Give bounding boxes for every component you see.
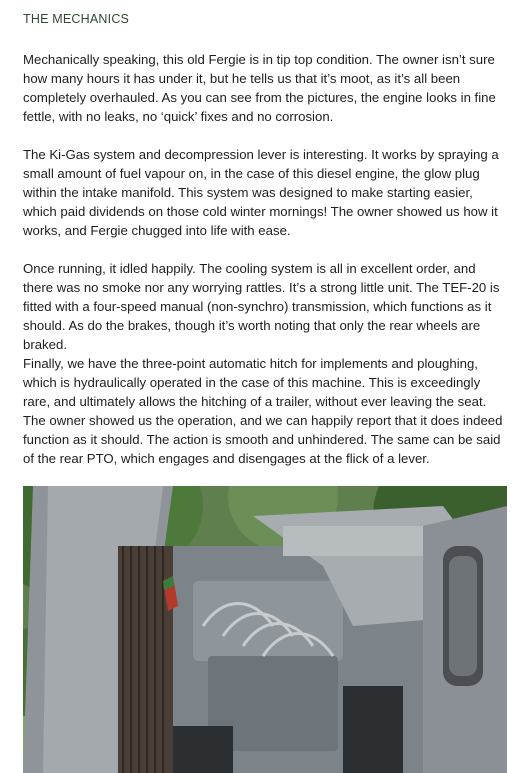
tractor-engine-photo [23,486,507,773]
paragraph-3: Once running, it idled happily. The cooling system is all in excellent order, and there was no smoke nor any worrying rattles. It’s a strong little unit. The TEF-20 is fitted with a four-speed manual (non-synchro) transmission, which functions as it should. As do the brakes, though it’s worth noting that only the rear wheels are braked. [23,261,500,352]
paragraph-4: Finally, we have the three-point automatic hitch for implements and ploughing, which is hydraulically operated in the case of this machine. This is exceedingly rare, and ultimately allows the hitching of a trailer, without ever leaving the seat. The owner showed us the operation, and we can happily report that it does indeed function as it should. The action is smooth and unhindered. The same can be said of the rear PTO, which engages and disengages at the flick of a lever. [23,356,503,466]
section-heading: THE MECHANICS [23,12,130,26]
paragraph-2: The Ki-Gas system and decompression lever is interesting. It works by spraying a small amount of fuel vapour on, in the case of this diesel engine, the glow plug within the intake manifold. This system was designed to make starting easier, which paid dividends on those cold winter mornings! The owner showed us how it works, and Fergie chugged into life with ease. [23,147,499,238]
paragraph-1: Mechanically speaking, this old Fergie is in tip top condition. The owner isn’t sure how many hours it has under it, but he tells us that it’s moot, as it’s all been completely overhauled. As you can see from the pictures, the engine looks in fine fettle, with no leaks, no ‘quick’ fixes and no corrosion. [23,52,496,124]
